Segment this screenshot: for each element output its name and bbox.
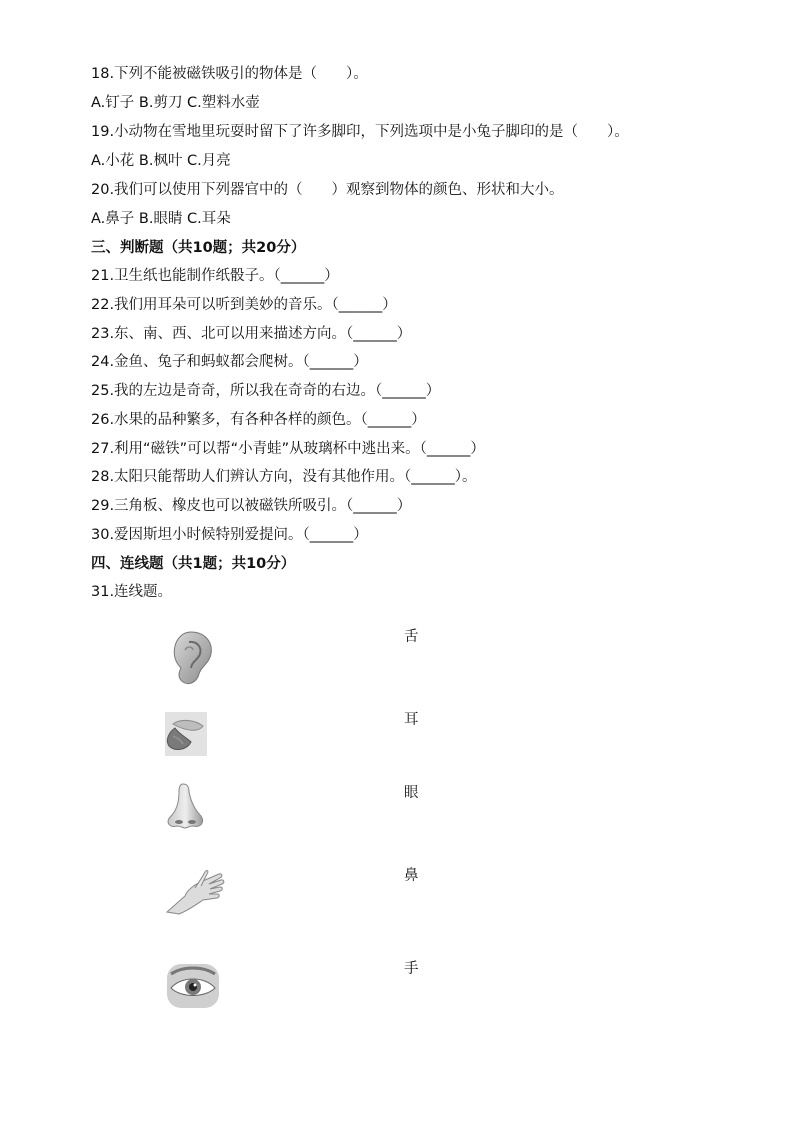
hand-icon: [165, 866, 225, 920]
question-21: 21.卫生纸也能制作纸骰子。（______）: [91, 268, 339, 284]
nose-icon: [165, 782, 207, 834]
question-29: 29.三角板、橡皮也可以被磁铁所吸引。（______）: [91, 498, 412, 514]
question-30: 30.爱因斯坦小时候特别爱提问。（______）: [91, 527, 368, 543]
tongue-icon: [165, 712, 207, 760]
answer-3: 眼: [404, 785, 419, 801]
question-19-options: A.小花 B.枫叶 C.月亮: [91, 153, 231, 169]
question-31: 31.连线题。: [91, 584, 173, 600]
section-3-title: 三、判断题（共10题；共20分）: [91, 240, 306, 256]
question-18: 18.下列不能被磁铁吸引的物体是（ ）。: [91, 66, 368, 82]
question-19: 19.小动物在雪地里玩耍时留下了许多脚印，下列选项中是小兔子脚印的是（ ）。: [91, 124, 629, 140]
eye-icon: [165, 962, 221, 1014]
question-27: 27.利用“磁铁”可以帮“小青蛙”从玻璃杯中逃出来。（______）: [91, 441, 485, 457]
ear-icon: [165, 628, 217, 692]
question-20-options: A.鼻子 B.眼睛 C.耳朵: [91, 211, 231, 227]
question-22: 22.我们用耳朵可以听到美妙的音乐。（______）: [91, 297, 397, 313]
question-18-options: A.钉子 B.剪刀 C.塑料水壶: [91, 95, 260, 111]
question-23: 23.东、南、西、北可以用来描述方向。（______）: [91, 326, 412, 342]
question-28: 28.太阳只能帮助人们辨认方向，没有其他作用。（______）。: [91, 469, 477, 485]
question-20: 20.我们可以使用下列器官中的（ ）观察到物体的颜色、形状和大小。: [91, 182, 564, 198]
question-25: 25.我的左边是奇奇，所以我在奇奇的右边。（______）: [91, 383, 441, 399]
section-4-title: 四、连线题（共1题；共10分）: [91, 556, 296, 572]
answer-5: 手: [404, 961, 419, 977]
answer-2: 耳: [404, 712, 419, 728]
answer-4: 鼻: [404, 868, 419, 884]
answer-1: 舌: [404, 629, 419, 645]
question-26: 26.水果的品种繁多，有各种各样的颜色。（______）: [91, 412, 426, 428]
question-24: 24.金鱼、兔子和蚂蚁都会爬树。（______）: [91, 354, 368, 370]
